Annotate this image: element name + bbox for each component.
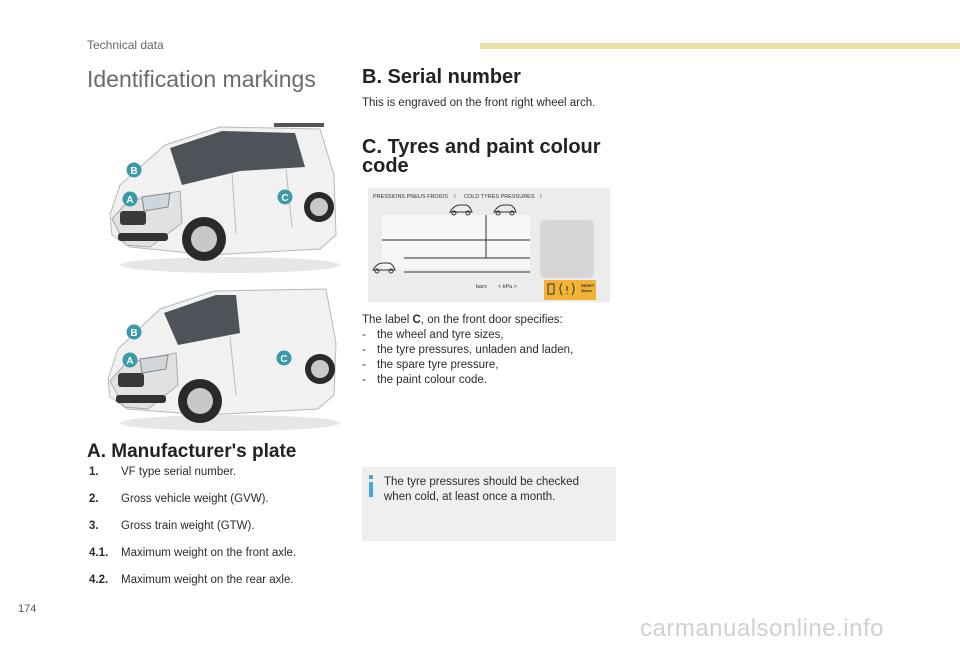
svg-text:30sec: 30sec — [581, 288, 593, 293]
tyre-label-intro: The label C, on the front door specifies: — [362, 314, 563, 326]
serial-number-heading: B. Serial number — [362, 66, 521, 88]
svg-text:< kPa >: < kPa > — [498, 284, 517, 290]
section-label: Technical data — [87, 38, 164, 52]
marker-b-vehicle1 — [126, 162, 142, 178]
svg-text:COLD TYRES PRESSURES: COLD TYRES PRESSURES — [464, 194, 535, 200]
header-bar — [480, 43, 960, 49]
list-item: - the wheel and tyre sizes, — [362, 329, 504, 341]
svg-text:A: A — [126, 356, 134, 367]
list-item: - the spare tyre pressure, — [362, 359, 499, 371]
info-note-box — [362, 467, 616, 541]
svg-text:B: B — [130, 328, 138, 339]
tyre-label-description — [362, 313, 573, 388]
serial-number-text: This is engraved on the front right wheel arch. — [362, 97, 596, 109]
marker-b-vehicle2 — [126, 324, 142, 340]
tyre-pressure-label-image — [368, 188, 610, 302]
tyres-heading: C. Tyres and paint colour code — [362, 136, 601, 177]
marker-a-vehicle2 — [122, 352, 138, 368]
svg-text:bars: bars — [476, 284, 487, 290]
info-note-text: The tyre pressures should be checked when cold, at least once a month. — [384, 476, 579, 503]
svg-text:/: / — [454, 194, 456, 200]
watermark: carmanualsonline.info — [640, 615, 884, 642]
svg-text:A: A — [126, 195, 134, 206]
page-title: Identification markings — [87, 66, 316, 92]
marker-c-vehicle2 — [276, 350, 292, 366]
marker-a-vehicle1 — [122, 191, 138, 207]
svg-text:C: C — [280, 354, 288, 365]
manufacturer-plate-heading: A. Manufacturer's plate — [87, 441, 297, 462]
svg-text:RESET: RESET — [581, 283, 595, 288]
marker-c-vehicle1 — [277, 189, 293, 205]
svg-text:PRESSIONS PNEUS FROIDS: PRESSIONS PNEUS FROIDS — [373, 194, 448, 200]
svg-text:C: C — [281, 193, 289, 204]
page-number: 174 — [18, 603, 37, 615]
svg-text:B: B — [130, 166, 138, 177]
list-item: - the tyre pressures, unladen and laden, — [362, 344, 574, 356]
info-icon — [368, 475, 374, 497]
svg-text:/: / — [540, 194, 542, 200]
list-item: - the paint colour code. — [362, 374, 487, 386]
